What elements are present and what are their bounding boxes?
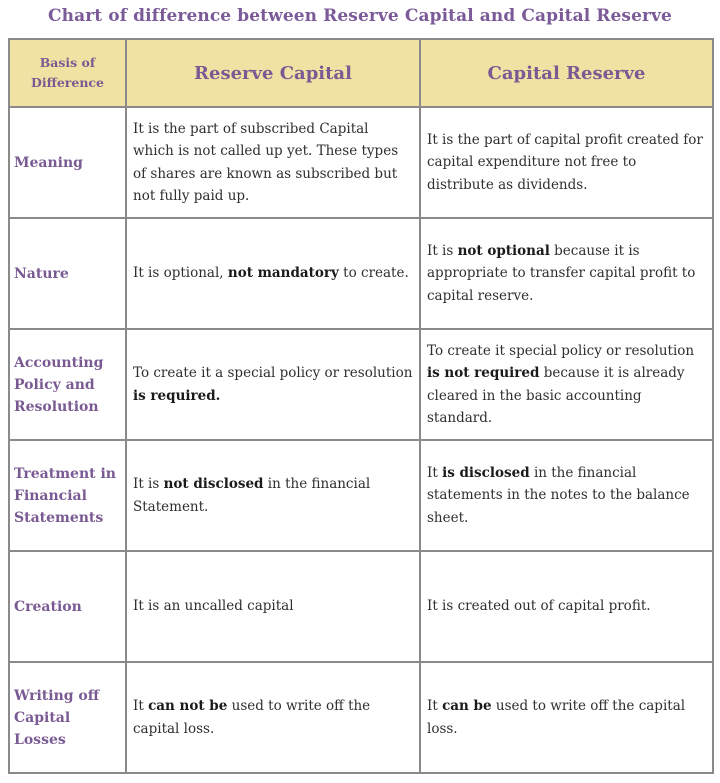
cell-text: To create it special policy or resolution (427, 342, 695, 359)
row-basis-label: Meaning (9, 107, 126, 218)
cell-text: in the financial statements in the notes to the balance sheet. (427, 464, 690, 526)
cell-text: used to write off the capital loss. (427, 698, 686, 737)
table-row (9, 218, 713, 329)
cell-text: It is optional, (133, 265, 228, 282)
cell-text: It (427, 464, 443, 481)
header-capital-reserve: Capital Reserve (420, 39, 713, 107)
row-basis-label: Accounting Policy and Resolution (9, 329, 126, 440)
table-row (9, 329, 713, 440)
capital-reserve-cell (420, 662, 713, 773)
emphasis-text: is disclosed (442, 464, 530, 481)
emphasis-text: not disclosed (163, 476, 264, 492)
emphasis-text: can be (442, 698, 492, 714)
emphasis-text: is not required (427, 365, 540, 381)
cell-text: in the financial Statement. (133, 476, 371, 515)
reserve-capital-cell (126, 329, 420, 440)
emphasis-text: can not be (148, 698, 228, 714)
emphasis-text: not mandatory (227, 265, 339, 282)
cell-text: It is created out of capital profit. (427, 598, 651, 615)
table-row (9, 440, 713, 551)
table-row (9, 107, 713, 218)
page-title: Chart of difference between Reserve Capital and Capital Reserve (48, 6, 672, 26)
row-basis-label: Treatment in Financial Statements (9, 440, 126, 551)
reserve-capital-cell (126, 440, 420, 551)
table-body (9, 107, 713, 773)
cell-text: It is (133, 476, 164, 492)
cell-text: To create it a special policy or resolution (133, 365, 413, 381)
emphasis-text: is required. (133, 387, 221, 404)
cell-text: because it is appropriate to transfer capital profit to capital reserve. (427, 242, 696, 304)
header-basis: Basis of Difference (9, 39, 126, 107)
emphasis-text: not optional (457, 242, 550, 259)
reserve-capital-cell (126, 551, 420, 662)
comparison-table (8, 38, 714, 774)
capital-reserve-cell (420, 329, 713, 440)
cell-text: It is the part of capital profit created for capital expenditure not free to distribute as dividends. (427, 131, 703, 193)
reserve-capital-cell (126, 218, 420, 329)
cell-text: It (427, 698, 443, 714)
cell-text: used to write off the capital loss. (133, 698, 371, 737)
capital-reserve-cell (420, 551, 713, 662)
header-reserve-capital: Reserve Capital (126, 39, 420, 107)
row-basis-label: Creation (9, 551, 126, 662)
cell-text: because it is already cleared in the basic accounting standard. (427, 365, 685, 426)
table-header-row (9, 39, 713, 107)
reserve-capital-cell (126, 107, 420, 218)
cell-text: It is an uncalled capital (133, 598, 294, 615)
cell-text: It is (427, 242, 458, 259)
row-basis-label: Writing off Capital Losses (9, 662, 126, 773)
cell-text: to create. (338, 265, 409, 282)
cell-text: It is the part of subscribed Capital which is not called up yet. These types of shares are known as subscribed but not fully paid up. (133, 120, 399, 204)
capital-reserve-cell (420, 218, 713, 329)
table-row (9, 551, 713, 662)
table-row (9, 662, 713, 773)
capital-reserve-cell (420, 440, 713, 551)
capital-reserve-cell (420, 107, 713, 218)
row-basis-label: Nature (9, 218, 126, 329)
cell-text: It (133, 698, 149, 714)
reserve-capital-cell (126, 662, 420, 773)
